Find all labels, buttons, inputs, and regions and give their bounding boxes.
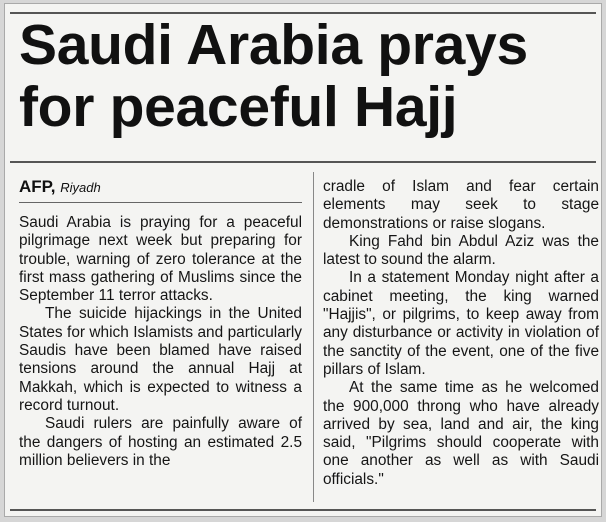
paragraph: At the same time as he welcomed the 900,000 throng who have already arrived by sea, land and air, the king said, "Pilgrims should cooperate with one another as well as with Saudi officials." <box>323 379 599 488</box>
paragraph: cradle of Islam and fear certain elements may seek to stage demonstrations or raise slogans. <box>323 178 599 232</box>
paragraph: In a statement Monday night after a cabinet meeting, the king warned "Hajjis", or pilgrims, to keep away from any disturbance or activity in violation of the sanctity of the event, one of the five pillars of Islam. <box>323 269 599 378</box>
paragraph: King Fahd bin Abdul Aziz was the latest to sound the alarm. <box>323 232 599 269</box>
right-column <box>323 178 599 489</box>
headline-rule <box>10 161 596 163</box>
paragraph: Saudi rulers are painfully aware of the dangers of hosting an estimated 2.5 million believers in the <box>19 415 302 469</box>
byline-agency: AFP, <box>19 177 56 196</box>
byline-rule <box>19 202 302 203</box>
headline-line-2: for peaceful Hajj <box>19 75 458 139</box>
bottom-rule <box>10 509 596 511</box>
paragraph: Saudi Arabia is praying for a peaceful pilgrimage next week but preparing for trouble, warning of zero tolerance at the first mass gathering of Muslims since the September 11 terror attacks. <box>19 214 302 305</box>
headline <box>19 14 597 138</box>
column-divider <box>313 172 314 502</box>
byline <box>19 177 101 197</box>
newspaper-clipping <box>4 3 602 517</box>
left-column <box>19 214 302 470</box>
headline-line-1: Saudi Arabia prays <box>19 13 528 77</box>
paragraph: The suicide hijackings in the United States for which Islamists and particularly Saudis have been blamed have raised tensions around the annual Hajj at Makkah, which is expected to witness a record turnout. <box>19 305 302 414</box>
byline-city: Riyadh <box>60 180 101 195</box>
